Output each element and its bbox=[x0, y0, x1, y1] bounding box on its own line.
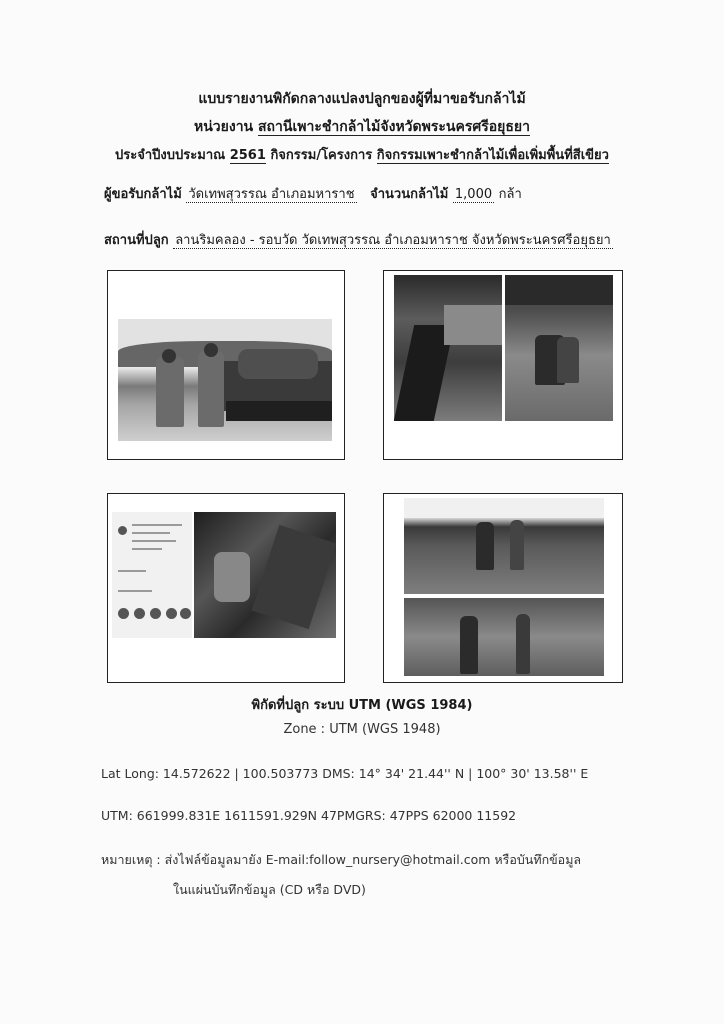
note-line-1: หมายเหตุ : ส่งไฟล์ข้อมูลมายัง E-mail:follow_nursery@hotmail.com หรือบันทึกข้อมูล bbox=[101, 852, 582, 867]
activity-value: กิจกรรมเพาะชำกล้าไม้เพื่อเพิ่มพื้นที่สีเขียว bbox=[376, 148, 609, 163]
activity-label: กิจกรรม/โครงการ bbox=[270, 148, 373, 163]
recipient-label: ผู้ขอรับกล้าไม้ bbox=[104, 187, 182, 202]
quantity-label: จำนวนกล้าไม้ bbox=[370, 187, 449, 202]
agency-line bbox=[0, 116, 724, 138]
latlong-text: Lat Long: 14.572622 | 100.503773 DMS: 14° 34' 21.44'' N | 100° 30' 13.58'' E bbox=[101, 766, 589, 781]
photo-ditch-left bbox=[394, 275, 502, 421]
photo-frame-4 bbox=[383, 493, 623, 683]
agency-label: หน่วยงาน bbox=[194, 119, 254, 135]
budget-label: ประจำปีงบประมาณ bbox=[115, 148, 226, 163]
utm-text: UTM: 661999.831E 1611591.929N 47PMGRS: 47PPS 62000 11592 bbox=[101, 808, 517, 823]
photo-tree-planting bbox=[194, 512, 336, 638]
location-line bbox=[104, 229, 613, 250]
zone-text: Zone : UTM (WGS 1948) bbox=[283, 722, 441, 737]
location-value: ลานริมคลอง - รอบวัด วัดเทพสุวรรณ อำเภอมหาราช จังหวัดพระนครศรีอยุธยา bbox=[175, 233, 611, 248]
photo-people-bottom bbox=[404, 598, 604, 676]
photo-monks-truck bbox=[118, 319, 332, 441]
photo-frame-3 bbox=[107, 493, 345, 683]
quantity-unit: กล้า bbox=[498, 187, 522, 202]
photo-people-top bbox=[404, 498, 604, 594]
budget-line bbox=[0, 144, 724, 165]
note-line-2: ในแผ่นบันทึกข้อมูล (CD หรือ DVD) bbox=[173, 882, 366, 897]
photo-frame-2 bbox=[383, 270, 623, 460]
coordinates-heading: พิกัดที่ปลูก ระบบ UTM (WGS 1984) bbox=[251, 698, 473, 713]
recipient-line bbox=[104, 183, 522, 204]
recipient-value: วัดเทพสุวรรณ อำเภอมหาราช bbox=[188, 187, 355, 202]
location-label: สถานที่ปลูก bbox=[104, 233, 169, 248]
budget-year: 2561 bbox=[229, 148, 266, 163]
photo-frame-1 bbox=[107, 270, 345, 460]
report-title: แบบรายงานพิกัดกลางแปลงปลูกของผู้ที่มาขอรับกล้าไม้ bbox=[198, 91, 526, 107]
agency-value: สถานีเพาะชำกล้าไม้จังหวัดพระนครศรีอยุธยา bbox=[258, 119, 530, 135]
quantity-value: 1,000 bbox=[454, 187, 493, 202]
photo-app-screenshot bbox=[112, 512, 192, 638]
photo-ditch-right bbox=[505, 275, 613, 421]
